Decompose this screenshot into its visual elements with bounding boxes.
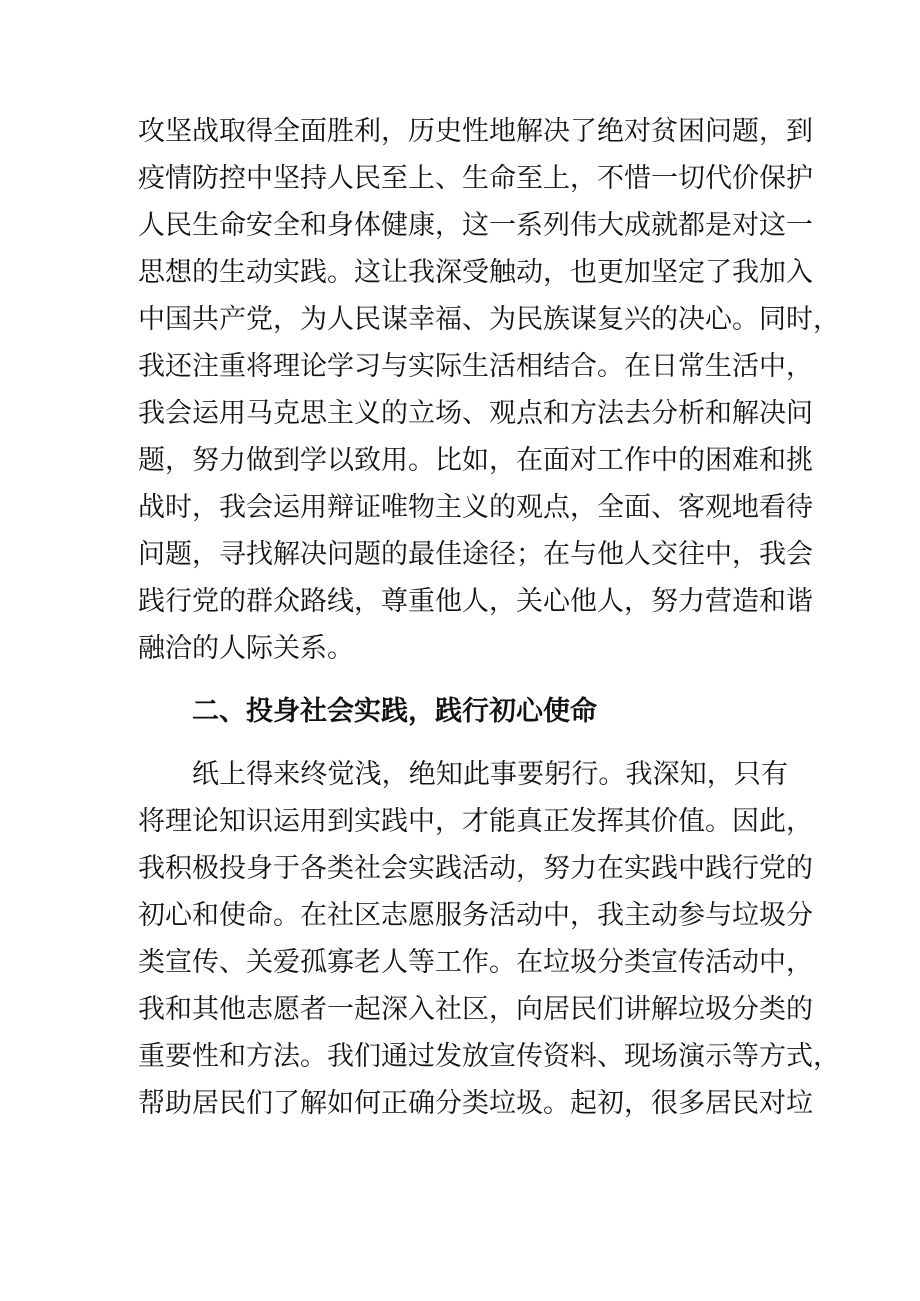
text-line: 我积极投身于各类社会实践活动，努力在实践中践行党的 [138, 853, 813, 884]
text-line: 我和其他志愿者一起深入社区，向居民们讲解垃圾分类的 [138, 994, 813, 1025]
text-line: 我还注重将理论学习与实际生活相结合。在日常生活中， [138, 351, 813, 382]
text-line: 重要性和方法。我们通过发放宣传资料、现场演示等方式， [138, 1041, 840, 1072]
text-line: 疫情防控中坚持人民至上、生命至上，不惜一切代价保护 [138, 163, 813, 194]
text-line: 类宣传、关爱孤寡老人等工作。在垃圾分类宣传活动中， [138, 947, 813, 978]
text-line: 帮助居民们了解如何正确分类垃圾。起初，很多居民对垃 [138, 1088, 813, 1119]
text-line: 题，努力做到学以致用。比如，在面对工作中的困难和挑 [138, 445, 813, 476]
text-line: 纸上得来终觉浅，绝知此事要躬行。我深知，只有 [192, 759, 788, 790]
text-line: 战时，我会运用辩证唯物主义的观点，全面、客观地看待 [138, 492, 813, 523]
text-line: 融洽的人际关系。 [138, 633, 354, 664]
text-line: 我会运用马克思主义的立场、观点和方法去分析和解决问 [138, 398, 813, 429]
text-line: 将理论知识运用到实践中，才能真正发挥其价值。因此， [138, 806, 813, 837]
section-heading: 二、投身社会实践，践行初心使命 [192, 696, 597, 727]
text-line: 思想的生动实践。这让我深受触动，也更加坚定了我加入 [138, 257, 813, 288]
text-line: 问题，寻找解决问题的最佳途径；在与他人交往中，我会 [138, 539, 813, 570]
text-line: 践行党的群众路线，尊重他人，关心他人，努力营造和谐 [138, 586, 813, 617]
document-body [138, 108, 840, 1127]
text-line: 攻坚战取得全面胜利，历史性地解决了绝对贫困问题，到 [138, 116, 813, 147]
text-line: 人民生命安全和身体健康，这一系列伟大成就都是对这一 [138, 210, 813, 241]
text-line: 中国共产党，为人民谋幸福、为民族谋复兴的决心。同时， [138, 304, 840, 335]
text-line: 初心和使命。在社区志愿服务活动中，我主动参与垃圾分 [138, 900, 813, 931]
